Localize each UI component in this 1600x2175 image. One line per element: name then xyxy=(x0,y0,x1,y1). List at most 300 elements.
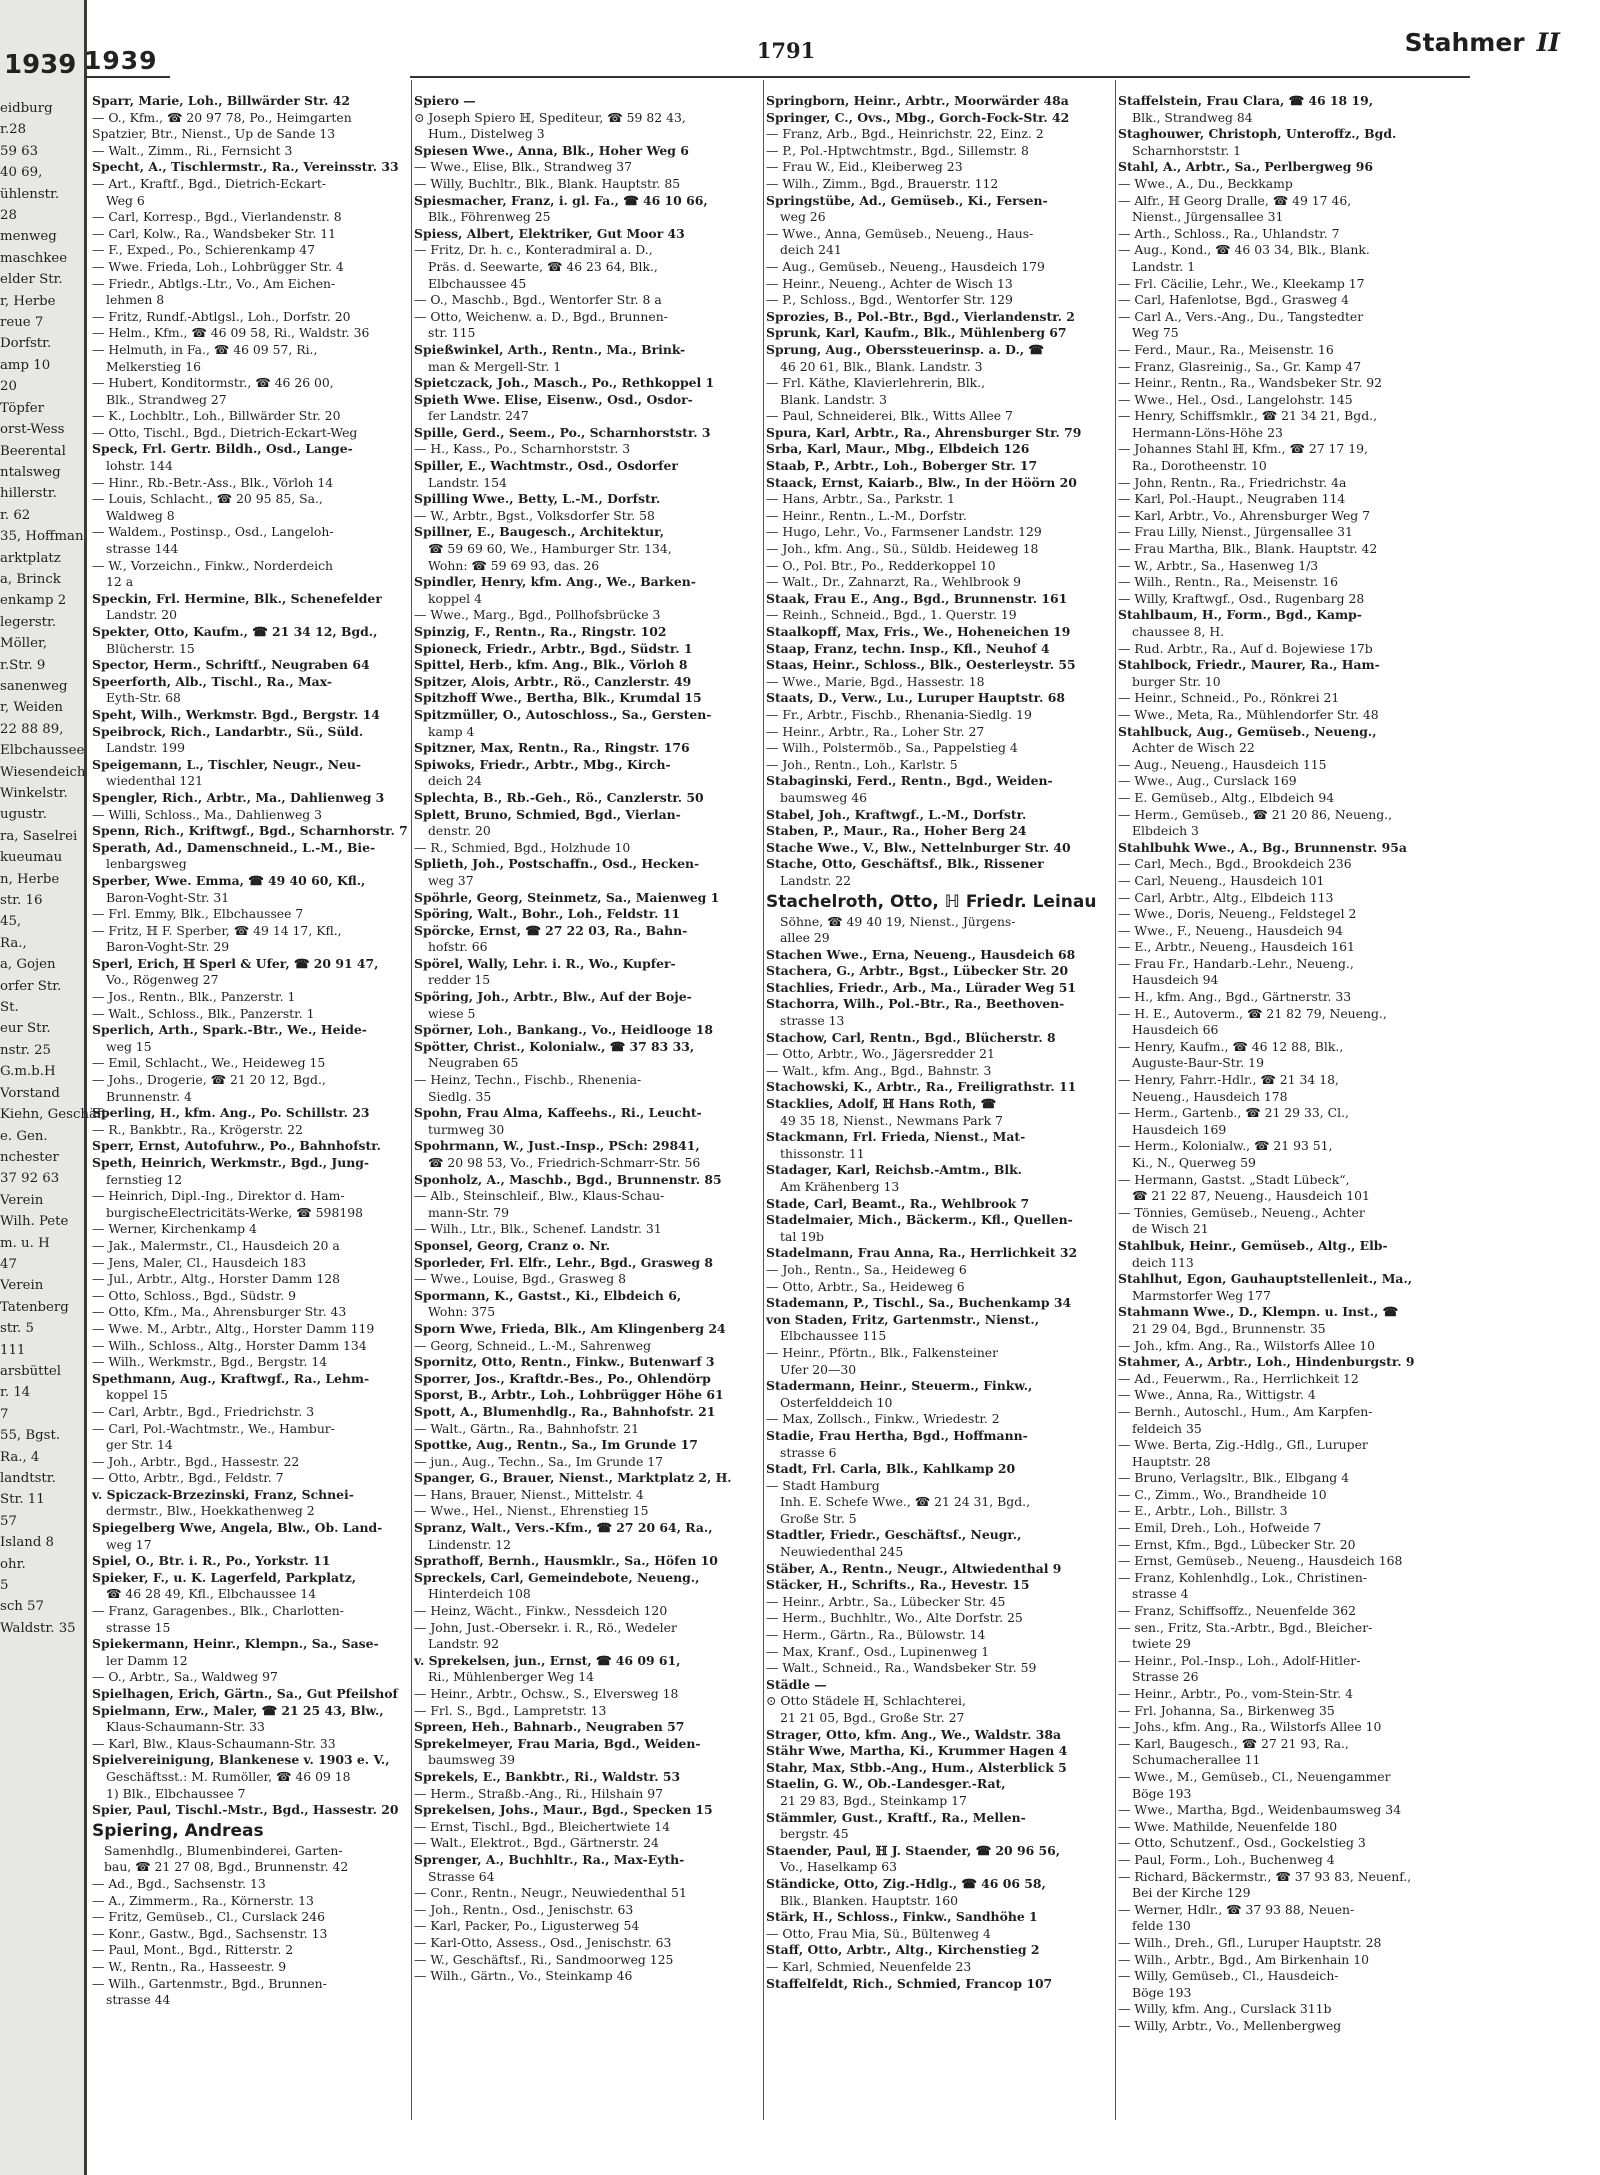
directory-entry: Spiesen Wwe., Anna, Blk., Hoher Weg 6 xyxy=(414,142,689,158)
directory-entry: Elbchaussee 115 xyxy=(780,1328,887,1344)
directory-entry: bau, ☎ 21 27 08, Bgd., Brunnenstr. 42 xyxy=(104,1859,349,1875)
directory-entry: Blank. Landstr. 3 xyxy=(780,391,888,407)
directory-entry: — Wwe., Marie, Bgd., Hassestr. 18 xyxy=(766,673,985,689)
directory-entry: weg 15 xyxy=(106,1038,152,1054)
directory-entry: Ufer 20—30 xyxy=(780,1361,857,1377)
directory-entry: Auguste-Baur-Str. 19 xyxy=(1132,1055,1264,1071)
directory-entry: — Paul, Schneiderei, Blk., Witts Allee 7 xyxy=(766,408,1013,424)
directory-entry: — Joh., Rentn., Loh., Karlstr. 5 xyxy=(766,756,958,772)
directory-entry: — Stadt Hamburg xyxy=(766,1477,880,1493)
directory-entry: Stackmann, Frl. Frieda, Nienst., Mat- xyxy=(766,1129,1026,1145)
previous-page-fragment: orst-Wess xyxy=(0,422,65,438)
directory-entry: Hausdeich 169 xyxy=(1132,1121,1227,1137)
previous-page-fragment: Vorstand xyxy=(0,1085,60,1101)
directory-entry: Achter de Wisch 22 xyxy=(1132,740,1255,756)
directory-entry: Spilling Wwe., Betty, L.-M., Dorfstr. xyxy=(414,491,661,507)
directory-entry: Sprathoff, Bernh., Hausmklr., Sa., Höfen 10 xyxy=(414,1553,718,1569)
directory-entry: v. Spiczack-Brzezinski, Franz, Schnei- xyxy=(92,1486,354,1502)
directory-entry: Spörel, Wally, Lehr. i. R., Wo., Kupfer- xyxy=(414,955,676,971)
directory-entry: Hausdeich 94 xyxy=(1132,972,1219,988)
previous-page-fragment: menweg xyxy=(0,229,57,245)
directory-entry: Sperl, Erich, ℍ Sperl & Ufer, ☎ 20 91 47, xyxy=(92,955,379,971)
directory-entry: — Heinrich, Dipl.-Ing., Direktor d. Ham- xyxy=(92,1188,345,1204)
directory-entry: — Emil, Schlacht., We., Heideweg 15 xyxy=(92,1055,326,1071)
directory-entry: Bei der Kirche 129 xyxy=(1132,1885,1251,1901)
directory-entry: Landstr. 20 xyxy=(106,607,178,623)
directory-entry: Stahlbuck, Aug., Gemüseb., Neueng., xyxy=(1118,723,1377,739)
directory-entry: — Willi, Schloss., Ma., Dahlienweg 3 xyxy=(92,806,323,822)
previous-page-fragment: n, Herbe xyxy=(0,871,60,887)
directory-entry: Staben, P., Maur., Ra., Hoher Berg 24 xyxy=(766,823,1027,839)
directory-entry: Staghouwer, Christoph, Unteroffz., Bgd. xyxy=(1118,126,1397,142)
previous-page-fragment: Dorfstr. xyxy=(0,336,52,352)
directory-entry: Weg 6 xyxy=(106,192,145,208)
directory-entry: — Heinr., Pol.-Insp., Loh., Adolf-Hitler- xyxy=(1118,1652,1361,1668)
directory-entry: — Helmuth, in Fa., ☎ 46 09 57, Ri., xyxy=(92,341,318,357)
directory-entry: Marmstorfer Weg 177 xyxy=(1132,1287,1271,1303)
previous-page-fragment: a, Gojen xyxy=(0,957,56,973)
directory-entry: — Otto, Arbtr., Sa., Heideweg 6 xyxy=(766,1278,965,1294)
previous-page-fragment: eur Str. xyxy=(0,1021,51,1037)
directory-entry: — Ferd., Maur., Ra., Meisenstr. 16 xyxy=(1118,341,1334,357)
directory-entry: — Wwe., Anna, Gemüseb., Neueng., Haus- xyxy=(766,225,1034,241)
directory-entry: 1) Blk., Elbchaussee 7 xyxy=(106,1785,246,1801)
directory-entry: Spitzmüller, O., Autoschloss., Sa., Gersten- xyxy=(414,706,712,722)
directory-entry: Landstr. 154 xyxy=(428,474,507,490)
directory-entry: Spörcke, Ernst, ☎ 27 22 03, Ra., Bahn- xyxy=(414,922,688,938)
directory-entry: Springer, C., Ovs., Mbg., Gorch-Fock-Str. 42 xyxy=(766,109,1070,125)
directory-entry: turmweg 30 xyxy=(428,1121,505,1137)
previous-page-fragment: 57 xyxy=(0,1513,17,1529)
directory-entry: Vo., Rögenweg 27 xyxy=(106,972,219,988)
directory-entry: — Heinr., Neueng., Achter de Wisch 13 xyxy=(766,275,1013,291)
directory-entry: — Willy, Gemüseb., Cl., Hausdeich- xyxy=(1118,1968,1339,1984)
directory-entry: Inh. E. Schefe Wwe., ☎ 21 24 31, Bgd., xyxy=(780,1494,1031,1510)
directory-entry: — Carl, Arbtr., Altg., Elbdeich 113 xyxy=(1118,889,1334,905)
directory-entry: Stahlhut, Egon, Gauhauptstellenleit., Ma., xyxy=(1118,1271,1413,1287)
directory-entry: Springstübe, Ad., Gemüseb., Ki., Fersen- xyxy=(766,192,1048,208)
directory-entry: — Franz, Arb., Bgd., Heinrichstr. 22, Einz. 2 xyxy=(766,126,1044,142)
directory-entry: — O., Pol. Btr., Po., Redderkoppel 10 xyxy=(766,557,996,573)
directory-entry: Landstr. 92 xyxy=(428,1636,500,1652)
previous-page-fragment: orfer Str. xyxy=(0,978,62,994)
directory-entry: — Jak., Malermstr., Cl., Hausdeich 20 a xyxy=(92,1237,340,1253)
directory-entry: — Wilh., Dreh., Gfl., Luruper Hauptstr. 28 xyxy=(1118,1934,1382,1950)
directory-entry: feldeich 35 xyxy=(1132,1420,1202,1436)
directory-entry: Spott, A., Blumenhdlg., Ra., Bahnhofstr. 21 xyxy=(414,1403,716,1419)
directory-entry: — Ad., Bgd., Sachsenstr. 13 xyxy=(92,1875,266,1891)
directory-entry: — O., Maschb., Bgd., Wentorfer Str. 8 a xyxy=(414,292,662,308)
directory-entry: — Aug., Kond., ☎ 46 03 34, Blk., Blank. xyxy=(1118,242,1370,258)
previous-page-edge xyxy=(0,0,108,2175)
directory-entry: — John, Rentn., Ra., Friedrichstr. 4a xyxy=(1118,474,1347,490)
directory-entry: redder 15 xyxy=(428,972,491,988)
directory-entry: — Wwe., Anna, Ra., Wittigstr. 4 xyxy=(1118,1387,1316,1403)
directory-entry: — R., Schmied, Bgd., Holzhude 10 xyxy=(414,839,631,855)
previous-page-year: 1939 xyxy=(4,50,77,80)
previous-page-fragment: arsbüttel xyxy=(0,1363,61,1379)
directory-entry: Staak, Frau E., Ang., Bgd., Brunnenstr. 161 xyxy=(766,590,1068,606)
directory-entry: Spreckels, Carl, Gemeindebote, Neueng., xyxy=(414,1569,700,1585)
directory-entry: Hausdeich 66 xyxy=(1132,1022,1219,1038)
directory-entry: Stabaginski, Ferd., Rentn., Bgd., Weiden- xyxy=(766,773,1053,789)
directory-entry: — Joh., Rentn., Osd., Jenischstr. 63 xyxy=(414,1901,634,1917)
directory-entry: — Heinr., Arbtr., Po., vom-Stein-Str. 4 xyxy=(1118,1686,1353,1701)
directory-entry: — Carl, Arbtr., Bgd., Friedrichstr. 3 xyxy=(92,1403,315,1419)
directory-entry: Spitzer, Alois, Arbtr., Rö., Canzlerstr. 49 xyxy=(414,673,692,689)
directory-entry: Stade, Carl, Beamt., Ra., Wehlbrook 7 xyxy=(766,1195,1030,1211)
header-rule-left xyxy=(84,76,170,78)
directory-entry: — Henry, Fahrr.-Hdlr., ☎ 21 34 18, xyxy=(1118,1072,1339,1088)
previous-page-fragment: Waldstr. 35 xyxy=(0,1620,76,1636)
directory-entry: Spanger, G., Brauer, Nienst., Marktplatz 2, H. xyxy=(414,1470,732,1486)
directory-entry: — Wilh., Gartenmstr., Bgd., Brunnen- xyxy=(92,1975,327,1991)
directory-entry: — Carl, Neueng., Hausdeich 101 xyxy=(1118,872,1325,888)
directory-entry: Stahmer, A., Arbtr., Loh., Hindenburgstr. 9 xyxy=(1118,1354,1415,1370)
directory-entry: — jun., Aug., Techn., Sa., Im Grunde 17 xyxy=(414,1453,663,1469)
directory-entry: — Carl, Pol.-Wachtmstr., We., Hambur- xyxy=(92,1420,335,1436)
previous-page-fragment: G.m.b.H xyxy=(0,1064,56,1080)
directory-entry: Spille, Gerd., Seem., Po., Scharnhorststr. 3 xyxy=(414,424,711,440)
previous-page-fragment: str. 5 xyxy=(0,1321,34,1337)
directory-entry: — Ernst, Gemüseb., Neueng., Hausdeich 168 xyxy=(1118,1553,1403,1569)
directory-entry: Strasse 64 xyxy=(428,1868,495,1884)
previous-page-fragment: Töpfer xyxy=(0,400,45,416)
directory-entry: ⊙ Joseph Spiero ℍ, Spediteur, ☎ 59 82 43, xyxy=(414,109,686,125)
directory-entry: — Paul, Form., Loh., Buchenweg 4 xyxy=(1118,1851,1335,1867)
directory-entry: — Frl. S., Bgd., Lampretstr. 13 xyxy=(414,1702,607,1718)
running-head-volume: II xyxy=(1536,28,1560,57)
directory-entry: Staack, Ernst, Kaiarb., Blw., In der Höörn 20 xyxy=(766,474,1077,490)
directory-entry: Spöhrle, Georg, Steinmetz, Sa., Maienweg 1 xyxy=(414,889,720,905)
directory-entry: str. 115 xyxy=(428,325,476,341)
directory-entry: — Frau W., Eid., Kleiberweg 23 xyxy=(766,159,963,175)
directory-entry: Speht, Wilh., Werkmstr. Bgd., Bergstr. 14 xyxy=(92,706,380,722)
directory-entry: — Karl, Schmied, Neuenfelde 23 xyxy=(766,1958,972,1974)
previous-page-fragment: 40 69, xyxy=(0,165,43,181)
directory-entry: deich 241 xyxy=(780,242,842,258)
directory-entry: ☎ 59 69 60, We., Hamburger Str. 134, xyxy=(428,541,672,557)
directory-entry: strasse 144 xyxy=(106,541,179,557)
directory-entry: Stahl, A., Arbtr., Sa., Perlbergweg 96 xyxy=(1118,159,1373,175)
directory-entry: — W., Rentn., Ra., Hasseestr. 9 xyxy=(92,1958,287,1974)
directory-entry: Klaus-Schaumann-Str. 33 xyxy=(106,1719,265,1735)
directory-entry: — Wwe., A., Du., Beckkamp xyxy=(1118,175,1293,191)
directory-entry: — Reinh., Schneid., Bgd., 1. Querstr. 19 xyxy=(766,607,1017,623)
previous-page-fragment: Ra., 4 xyxy=(0,1449,40,1465)
directory-entry: — Karl, Blw., Klaus-Schaumann-Str. 33 xyxy=(92,1735,336,1751)
directory-entry: — A., Zimmerm., Ra., Körnerstr. 13 xyxy=(92,1892,314,1908)
directory-entry: — Waldem., Postinsp., Osd., Langeloh- xyxy=(92,524,334,540)
previous-page-fragment: nstr. 25 xyxy=(0,1042,51,1058)
directory-column-4 xyxy=(1118,93,1470,2034)
directory-entry: Neugraben 65 xyxy=(428,1055,519,1071)
header-rule-right xyxy=(410,76,1470,78)
directory-entry: — Carl, Mech., Bgd., Brookdeich 236 xyxy=(1118,856,1352,872)
directory-column-3 xyxy=(766,93,1116,1992)
previous-page-fragment: 35, Hoffman xyxy=(0,529,84,545)
directory-entry: Stadt, Frl. Carla, Blk., Kahlkamp 20 xyxy=(766,1461,1016,1477)
directory-entry: Stärk, H., Schloss., Finkw., Sandhöhe 1 xyxy=(766,1909,1038,1925)
previous-page-fragment: 7 xyxy=(0,1406,9,1422)
directory-entry: — Carl, Hafenlotse, Bgd., Grasweg 4 xyxy=(1118,292,1350,308)
directory-entry: Speibrock, Rich., Landarbtr., Sü., Süld. xyxy=(92,723,364,739)
directory-entry: lehmen 8 xyxy=(106,292,165,308)
directory-entry: Spießwinkel, Arth., Rentn., Ma., Brink- xyxy=(414,341,686,357)
directory-entry: — Heinr., Arbtr., Sa., Lübecker Str. 45 xyxy=(766,1593,1006,1609)
directory-entry: — Johannes Stahl ℍ, Kfm., ☎ 27 17 19, xyxy=(1118,441,1368,457)
directory-entry: Speth, Heinrich, Werkmstr., Bgd., Jung- xyxy=(92,1155,370,1170)
directory-entry: — Fritz, Gemüseb., Cl., Curslack 246 xyxy=(92,1909,325,1925)
previous-page-fragment: enkamp 2 xyxy=(0,593,67,609)
directory-entry: — Wwe., Martha, Bgd., Weidenbaumsweg 34 xyxy=(1118,1802,1402,1818)
directory-entry: — Fritz, Dr. h. c., Konteradmiral a. D., xyxy=(414,242,653,258)
directory-entry: strasse 15 xyxy=(106,1619,171,1635)
directory-entry: — K., Lochbltr., Loh., Billwärder Str. 20 xyxy=(92,408,341,424)
directory-entry: — Werner, Kirchenkamp 4 xyxy=(92,1221,257,1237)
directory-entry: Speerforth, Alb., Tischl., Ra., Max- xyxy=(92,673,333,689)
directory-entry: Splieth, Joh., Postschaffn., Osd., Hecken- xyxy=(414,856,700,872)
directory-entry: Spielmann, Erw., Maler, ☎ 21 25 43, Blw., xyxy=(92,1702,384,1718)
directory-column-1 xyxy=(92,93,412,2009)
directory-entry: — Frau Fr., Handarb.-Lehr., Neueng., xyxy=(1118,955,1354,971)
directory-entry: — Wwe., Doris, Neueng., Feldstegel 2 xyxy=(1118,906,1357,922)
previous-page-fragment: sanenweg xyxy=(0,678,68,694)
directory-entry: — Otto, Schutzenf., Osd., Gockelstieg 3 xyxy=(1118,1835,1366,1851)
previous-page-fragment: Möller, xyxy=(0,636,48,652)
directory-entry: — Joh., kfm. Ang., Ra., Wilstorfs Allee 10 xyxy=(1118,1337,1376,1353)
directory-entry: Spötter, Christ., Kolonialw., ☎ 37 83 33, xyxy=(414,1038,695,1054)
directory-entry: felde 130 xyxy=(1132,1918,1191,1934)
directory-entry: — Herm., Gärtn., Ra., Bülowstr. 14 xyxy=(766,1627,986,1643)
directory-entry: Sporleder, Frl. Elfr., Lehr., Bgd., Grasweg 8 xyxy=(414,1254,713,1270)
page-number: 1791 xyxy=(756,38,816,63)
directory-entry: wiedenthal 121 xyxy=(106,773,204,789)
directory-entry: Sponsel, Georg, Cranz o. Nr. xyxy=(414,1237,611,1253)
directory-entry: 49 35 18, Nienst., Newmans Park 7 xyxy=(780,1112,1003,1128)
previous-page-fragment: Kiehn, Geschäft xyxy=(0,1107,108,1123)
directory-entry: — Wilh., Ltr., Blk., Schenef. Landstr. 31 xyxy=(414,1221,662,1237)
directory-entry: Stähr Wwe, Martha, Ki., Krummer Hagen 4 xyxy=(766,1743,1068,1759)
directory-entry: Stademann, P., Tischl., Sa., Buchenkamp 34 xyxy=(766,1295,1072,1311)
directory-entry: Stahr, Max, Stbb.-Ang., Hum., Alsterblick 5 xyxy=(766,1759,1067,1775)
directory-entry: — Konr., Gastw., Bgd., Sachsenstr. 13 xyxy=(92,1925,328,1941)
directory-entry: Stahlbaum, H., Form., Bgd., Kamp- xyxy=(1118,607,1362,623)
directory-entry: Staffelstein, Frau Clara, ☎ 46 18 19, xyxy=(1118,93,1374,108)
directory-entry: — O., Kfm., ☎ 20 97 78, Po., Heimgarten xyxy=(92,109,352,125)
directory-entry: — Henry, Kaufm., ☎ 46 12 88, Blk., xyxy=(1118,1038,1344,1054)
directory-entry: Staelin, G. W., Ob.-Landesger.-Rat, xyxy=(766,1776,1006,1792)
directory-entry: — H., kfm. Ang., Bgd., Gärtnerstr. 33 xyxy=(1118,989,1352,1005)
directory-entry: Spinzig, F., Rentn., Ra., Ringstr. 102 xyxy=(414,624,667,639)
previous-page-fragment: Winkelstr. xyxy=(0,786,68,801)
directory-entry: — Louis, Schlacht., ☎ 20 95 85, Sa., xyxy=(92,491,323,507)
previous-page-fragment: landtstr. xyxy=(0,1471,56,1486)
directory-entry: — Walt., Schloss., Blk., Panzerstr. 1 xyxy=(92,1005,315,1021)
previous-page-fragment: 55, Bgst. xyxy=(0,1428,61,1444)
directory-entry: — Wilh., Gärtn., Vo., Steinkamp 46 xyxy=(414,1968,633,1984)
directory-entry: — Hans, Arbtr., Sa., Parkstr. 1 xyxy=(766,491,955,507)
directory-entry: — Willy, Arbtr., Vo., Mellenbergweg xyxy=(1118,2017,1342,2033)
directory-entry: — C., Zimm., Wo., Brandheide 10 xyxy=(1118,1486,1327,1502)
directory-entry: — Frl. Emmy, Blk., Elbchaussee 7 xyxy=(92,906,304,922)
directory-entry: strasse 44 xyxy=(106,1992,171,2008)
directory-entry: — Arth., Schloss., Ra., Uhlandstr. 7 xyxy=(1118,225,1340,241)
directory-entry: — Bernh., Autoschl., Hum., Am Karpfen- xyxy=(1118,1403,1373,1419)
directory-entry: — Jul., Arbtr., Altg., Horster Damm 128 xyxy=(92,1271,340,1287)
directory-entry: — Herm., Buchhltr., Wo., Alte Dorfstr. 25 xyxy=(766,1610,1023,1626)
directory-entry: 21 21 05, Bgd., Große Str. 27 xyxy=(780,1710,965,1725)
directory-entry: kamp 4 xyxy=(428,723,475,739)
previous-page-fragment: eidburg xyxy=(0,101,53,116)
directory-entry: Staender, Paul, ℍ J. Staender, ☎ 20 96 56, xyxy=(766,1842,1061,1858)
directory-entry: — Walt., Zimm., Ri., Fernsicht 3 xyxy=(92,142,293,158)
previous-page-fragment: r, Herbe xyxy=(0,293,56,309)
previous-page-fragment: Elbchaussee xyxy=(0,743,85,759)
directory-entry: — Fritz, Rundf.-Abtlgsl., Loh., Dorfstr. 20 xyxy=(92,308,351,324)
directory-entry: Sprekels, E., Bankbtr., Ri., Waldstr. 53 xyxy=(414,1768,681,1784)
directory-entry: Landstr. 1 xyxy=(1132,258,1196,274)
directory-entry: Nienst., Jürgensallee 31 xyxy=(1132,209,1284,225)
directory-entry: Spreen, Heh., Bahnarb., Neugraben 57 xyxy=(414,1719,685,1735)
directory-entry: — Karl, Arbtr., Vo., Ahrensburger Weg 7 xyxy=(1118,507,1371,523)
previous-page-fragment: 22 88 89, xyxy=(0,721,64,737)
directory-entry: — John, Just.-Obersekr. i. R., Rö., Wedeler xyxy=(414,1619,677,1635)
directory-entry: — Carl, Kolw., Ra., Wandsbeker Str. 11 xyxy=(92,225,337,241)
directory-entry: ☎ 20 98 53, Vo., Friedrich-Schmarr-Str. 56 xyxy=(428,1155,701,1170)
directory-entry: — Frl. Käthe, Klavierlehrerin, Blk., xyxy=(766,375,986,391)
directory-entry: — Aug., Gemüseb., Neueng., Hausdeich 179 xyxy=(766,258,1045,274)
directory-entry: — Frl. Johanna, Sa., Birkenweg 35 xyxy=(1118,1702,1335,1718)
directory-entry: Stache Wwe., V., Blw., Nettelnburger Str. 40 xyxy=(766,839,1071,855)
directory-entry: Specht, A., Tischlermstr., Ra., Vereinsstr. 33 xyxy=(92,159,399,175)
directory-entry: ler Damm 12 xyxy=(106,1652,188,1668)
directory-entry: Staab, P., Arbtr., Loh., Boberger Str. 17 xyxy=(766,458,1038,474)
previous-page-fragment: ühlenstr. xyxy=(0,186,60,202)
directory-entry: Siedlg. 35 xyxy=(428,1088,492,1104)
directory-entry: — Hugo, Lehr., Vo., Farmsener Landstr. 129 xyxy=(766,524,1042,540)
previous-page-fragment: hillerstr. xyxy=(0,486,57,502)
directory-entry: — Willy, kfm. Ang., Curslack 311b xyxy=(1118,2001,1332,2017)
directory-entry: v. Sprekelsen, jun., Ernst, ☎ 46 09 61, xyxy=(414,1652,681,1668)
previous-page-fragment: 37 92 63 xyxy=(0,1171,60,1187)
previous-page-fragment: r. 62 xyxy=(0,507,31,523)
previous-page-fragment: e. Gen. xyxy=(0,1128,48,1144)
directory-entry: — Willy, Kraftwgf., Osd., Rugenbarg 28 xyxy=(1118,590,1365,606)
directory-entry: Spiel, O., Btr. i. R., Po., Yorkstr. 11 xyxy=(92,1553,331,1569)
directory-entry: — Jens, Maler, Cl., Hausdeich 183 xyxy=(92,1254,307,1270)
directory-entry: — Otto, Tischl., Bgd., Dietrich-Eckart-Weg xyxy=(92,424,358,440)
directory-entry: Wohn: ☎ 59 69 93, das. 26 xyxy=(428,557,600,573)
directory-entry: — Fritz, ℍ F. Sperber, ☎ 49 14 17, Kfl., xyxy=(92,922,342,938)
directory-entry: Spohrmann, W., Just.-Insp., PSch: 29841, xyxy=(414,1138,700,1154)
directory-entry: Spormann, K., Gastst., Ki., Elbdeich 6, xyxy=(414,1287,682,1303)
directory-entry: Sperber, Wwe. Emma, ☎ 49 40 60, Kfl., xyxy=(92,872,366,888)
directory-entry: Sporrer, Jos., Kraftdr.-Bes., Po., Ohlendörp xyxy=(414,1370,711,1386)
directory-entry: — Wilh., Arbtr., Bgd., Am Birkenhain 10 xyxy=(1118,1951,1369,1967)
directory-entry: Baron-Voght-Str. 29 xyxy=(106,939,230,955)
directory-entry: Speigemann, L., Tischler, Neugr., Neu- xyxy=(92,756,362,772)
directory-entry: Hinterdeich 108 xyxy=(428,1586,531,1602)
directory-entry: Spillner, E., Baugesch., Architektur, xyxy=(414,524,665,540)
directory-entry: Spiekermann, Heinr., Klempn., Sa., Sase- xyxy=(92,1636,379,1652)
directory-entry-display: Stachelroth, Otto, ℍ Friedr. Leinau xyxy=(766,891,1097,912)
directory-entry: Staats, D., Verw., Lu., Luruper Hauptstr. 68 xyxy=(766,690,1065,706)
directory-entry: Stadelmann, Frau Anna, Ra., Herrlichkeit 32 xyxy=(766,1245,1078,1261)
directory-entry: Strager, Otto, kfm. Ang., We., Waldstr. 38a xyxy=(766,1726,1061,1742)
directory-entry: — W., Vorzeichn., Finkw., Norderdeich xyxy=(92,557,334,573)
directory-entry: Spioneck, Friedr., Arbtr., Bgd., Südstr. 1 xyxy=(414,640,693,656)
directory-entry: Stache, Otto, Geschäftsf., Blk., Rissener xyxy=(766,856,1044,872)
directory-entry: Spöring, Joh., Arbtr., Blw., Auf der Boje- xyxy=(414,989,692,1005)
directory-entry: — Alb., Steinschleif., Blw., Klaus-Schau- xyxy=(414,1188,665,1204)
directory-entry: ☎ 21 22 87, Neueng., Hausdeich 101 xyxy=(1132,1188,1370,1204)
previous-page-fragment: r. 14 xyxy=(0,1385,31,1401)
directory-entry: — Fr., Arbtr., Fischb., Rhenania-Siedlg. 19 xyxy=(766,706,1032,722)
previous-page-fragments xyxy=(0,98,108,1639)
directory-entry: — Heinr., Schneid., Po., Rönkrei 21 xyxy=(1118,690,1340,706)
directory-entry: — E., Arbtr., Neueng., Hausdeich 161 xyxy=(1118,939,1355,955)
directory-entry: — Walt., Elektrot., Bgd., Gärtnerstr. 24 xyxy=(414,1835,659,1851)
previous-page-fragment: elder Str. xyxy=(0,272,63,288)
directory-entry: Stachow, Carl, Rentn., Bgd., Blücherstr. 8 xyxy=(766,1029,1056,1045)
directory-entry: — Carl, Korresp., Bgd., Vierlandenstr. 8 xyxy=(92,209,342,225)
directory-entry: Stabel, Joh., Kraftwgf., L.-M., Dorfstr. xyxy=(766,806,1027,822)
directory-entry: Splechta, B., Rb.-Geh., Rö., Canzlerstr. 50 xyxy=(414,789,704,805)
previous-page-fragment: Island 8 xyxy=(0,1535,55,1551)
previous-page-fragment: 111 xyxy=(0,1342,26,1358)
directory-entry: — Helm., Kfm., ☎ 46 09 58, Ri., Waldstr. 36 xyxy=(92,325,370,341)
directory-entry: — Joh., kfm. Ang., Sü., Süldb. Heideweg 18 xyxy=(766,541,1039,557)
directory-entry: Ra., Dorotheenstr. 10 xyxy=(1132,458,1267,474)
directory-entry: — Walt., Gärtn., Ra., Bahnhofstr. 21 xyxy=(414,1420,639,1436)
directory-entry: Strasse 26 xyxy=(1132,1669,1199,1685)
directory-entry: Baron-Voght-Str. 31 xyxy=(106,889,230,905)
directory-entry: — Wwe. Mathilde, Neuenfelde 180 xyxy=(1118,1818,1338,1834)
directory-entry: — Jos., Rentn., Blk., Panzerstr. 1 xyxy=(92,989,296,1005)
directory-entry: Stämmler, Gust., Kraftf., Ra., Mellen- xyxy=(766,1809,1026,1825)
directory-entry: Spitzner, Max, Rentn., Ra., Ringstr. 176 xyxy=(414,740,690,756)
directory-entry: — Otto, Schloss., Bgd., Südstr. 9 xyxy=(92,1287,296,1303)
directory-entry: Böge 193 xyxy=(1132,1984,1192,2000)
directory-entry: — Otto, Arbtr., Wo., Jägersredder 21 xyxy=(766,1046,995,1062)
directory-entry: Stadtler, Friedr., Geschäftsf., Neugr., xyxy=(766,1527,1022,1543)
directory-entry: Springborn, Heinr., Arbtr., Moorwärder 48a xyxy=(766,93,1069,108)
directory-entry: — Wwe., Elise, Blk., Strandweg 37 xyxy=(414,159,633,175)
directory-entry: deich 113 xyxy=(1132,1254,1194,1270)
directory-entry: Spethmann, Aug., Kraftwgf., Ra., Lehm- xyxy=(92,1370,370,1386)
year-tab: 1939 xyxy=(84,46,158,75)
directory-entry: baumsweg 39 xyxy=(428,1752,515,1768)
directory-entry: — Wwe., Hel., Nienst., Ehrenstieg 15 xyxy=(414,1503,649,1519)
directory-entry: Spengler, Rich., Arbtr., Ma., Dahlienweg 3 xyxy=(92,789,385,805)
directory-entry: fer Landstr. 247 xyxy=(428,408,529,424)
directory-entry: koppel 4 xyxy=(428,590,482,606)
previous-page-fragment: arktplatz xyxy=(0,550,61,566)
directory-entry: wiese 5 xyxy=(428,1005,476,1021)
directory-entry: — Hermann, Gastst. „Stadt Lübeck“, xyxy=(1118,1171,1350,1187)
directory-entry: burgischeElectricitäts-Werke, ☎ 598198 xyxy=(106,1204,363,1220)
directory-entry: — Walt., Dr., Zahnarzt, Ra., Wehlbrook 9 xyxy=(766,574,1022,590)
directory-entry: — Ad., Feuerwm., Ra., Herrlichkeit 12 xyxy=(1118,1370,1359,1386)
directory-entry: mann-Str. 79 xyxy=(428,1204,509,1220)
directory-entry: — Wwe., Marg., Bgd., Pollhofsbrücke 3 xyxy=(414,607,661,623)
directory-entry: Spietczack, Joh., Masch., Po., Rethkoppel 1 xyxy=(414,375,715,391)
directory-entry: — Joh., Rentn., Sa., Heideweg 6 xyxy=(766,1261,967,1277)
directory-entry: — Walt., kfm. Ang., Bgd., Bahnstr. 3 xyxy=(766,1062,992,1078)
directory-entry: lohstr. 144 xyxy=(106,458,173,474)
directory-entry: — Carl A., Vers.-Ang., Du., Tangstedter xyxy=(1118,308,1364,324)
